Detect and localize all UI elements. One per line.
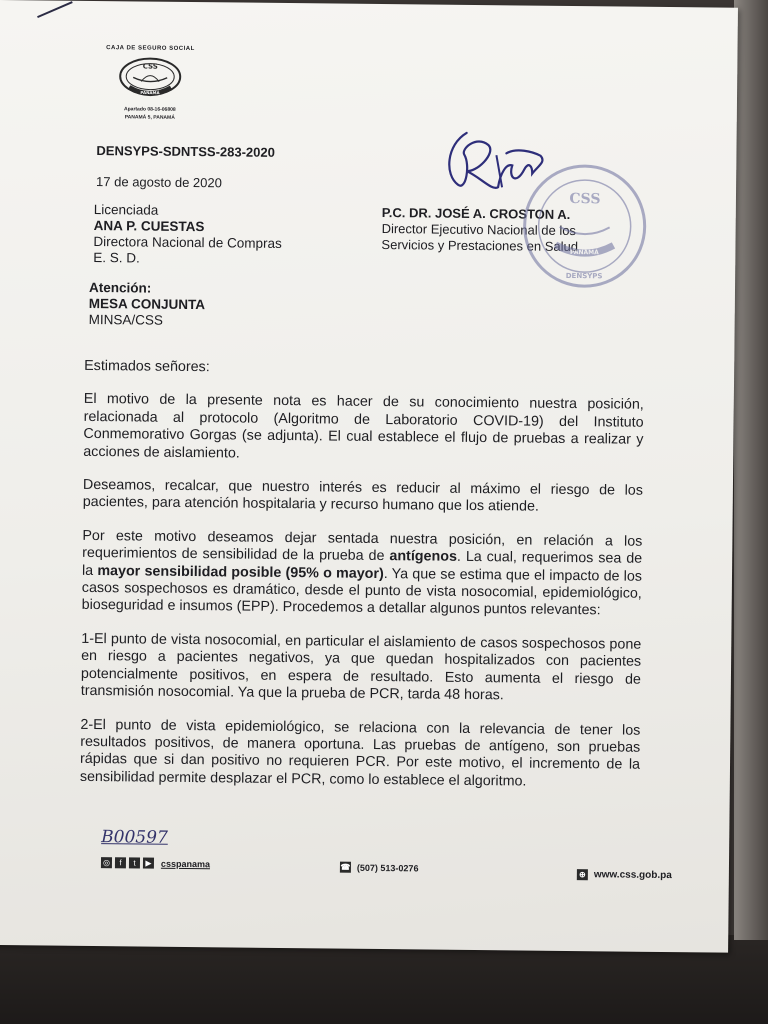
reference-number: DENSYPS-SDNTSS-283-2020 bbox=[96, 143, 275, 160]
addressee-block bbox=[93, 202, 282, 268]
website: www.css.gob.pa bbox=[593, 869, 672, 882]
css-logo-icon bbox=[115, 55, 185, 100]
address-line2: PANAMÁ 5, PANAMÁ bbox=[124, 114, 175, 121]
footer-social bbox=[101, 857, 210, 869]
paragraph-3-part-a: Por este motivo deseamos dejar sentada nuestra posición, en relación a los requerimientos de sensibilidad de la prueba de bbox=[82, 527, 643, 565]
official-stamp-icon bbox=[515, 160, 654, 291]
addressee-title: Licenciada bbox=[93, 201, 159, 218]
paragraph-3 bbox=[82, 528, 643, 621]
social-handle: csspanama bbox=[160, 858, 211, 869]
footer-phone bbox=[340, 862, 419, 874]
pen-mark bbox=[37, 1, 73, 18]
stamp-top-text: CSS bbox=[569, 190, 601, 208]
paragraph-2: Deseamos, recalcar, que nuestro interés es reducir al máximo el riesgo de los pacientes, para atención hospitalaria y recurso humano que los atiende. bbox=[82, 476, 643, 516]
phone-icon: ☎ bbox=[340, 862, 351, 872]
logo-ribbon: PANAMÁ bbox=[140, 89, 160, 96]
letterhead bbox=[95, 45, 206, 121]
sender-position-line1: Director Ejecutivo Nacional de los bbox=[381, 221, 577, 239]
stamp-ribbon: PANAMÁ bbox=[569, 248, 599, 257]
footer-web bbox=[577, 869, 672, 881]
addressee-position: Directora Nacional de Compras bbox=[93, 233, 282, 251]
letter-date: 17 de agosto de 2020 bbox=[96, 174, 222, 191]
paragraph-5: 2-El punto de vista epidemiológico, se relaciona con la relevancia de tener los resultados positivos, de manera oportuna. Las pruebas de antígeno, son pruebas rápidas que si dan positivo no requieren PCR. Por este motivo, el incremento de la sensibilidad permite desplazar el PCR, como lo establece el algoritmo. bbox=[79, 716, 641, 790]
attention-line1: MESA CONJUNTA bbox=[88, 295, 206, 313]
logo-text: CSS bbox=[142, 62, 158, 71]
stamp-bottom-text: DENSYPS bbox=[565, 271, 603, 281]
paragraph-3-bold-antigenos: antígenos bbox=[389, 548, 458, 566]
twitter-icon: t bbox=[129, 857, 140, 868]
greeting: Estimados señores: bbox=[84, 357, 210, 376]
stack-edge bbox=[734, 0, 768, 940]
paragraph-3-part-e: . Ya que se estima que el impacto de los casos sospechosos es dramático, desde el punto de vista nosocomial, epidemiológico, bioseguridad e insumos (EPP). Procedemos a detallar algunos puntos relevantes: bbox=[81, 565, 643, 619]
instagram-icon: ◎ bbox=[101, 857, 112, 868]
attention-label: Atención: bbox=[88, 279, 152, 296]
paragraph-1: El motivo de la presente nota es hacer de su conocimiento nuestra posición, relacionada al protocolo (Algoritmo de Laboratorio COVID-19) del Instituto Conmemorativo Gorgas (se adjunta). El cual establece el flujo de pruebas a realizar y acciones de aislamiento. bbox=[83, 391, 644, 462]
letter-body bbox=[80, 358, 645, 808]
addressee-name: ANA P. CUESTAS bbox=[93, 217, 205, 235]
addressee-esd: E. S. D. bbox=[93, 249, 140, 266]
sender-position-line2: Servicios y Prestaciones en Salud bbox=[381, 237, 579, 255]
phone-number: (507) 513-0276 bbox=[356, 862, 419, 873]
org-name: CAJA DE SEGURO SOCIAL bbox=[106, 45, 195, 53]
youtube-icon: ▶ bbox=[143, 858, 154, 869]
attention-block bbox=[89, 280, 206, 329]
paragraph-3-part-c: . La cual, requerimos sea de la bbox=[81, 549, 643, 579]
sender-name: P.C. DR. JOSÉ A. CROSTON A. bbox=[381, 205, 571, 222]
address-line1: Apartado 08-16-06808 bbox=[123, 106, 176, 113]
globe-icon: ⊕ bbox=[577, 869, 588, 880]
handwritten-number: B00597 bbox=[101, 827, 168, 848]
facebook-icon: f bbox=[115, 857, 126, 868]
attention-line2: MINSA/CSS bbox=[88, 311, 163, 328]
paragraph-4: 1-El punto de vista nosocomial, en particular el aislamiento de casos sospechosos pone en riesgo a pacientes negativos, ya que quedan hospitalizados con pacientes potencialmente positivos, en espera de resultado. Esto aumenta el riesgo de transmisión nosocomial. Ya que la prueba de PCR, tarda 48 horas. bbox=[80, 630, 642, 704]
paragraph-3-bold-sensibilidad: mayor sensibilidad posible (95% o mayor) bbox=[97, 562, 384, 582]
